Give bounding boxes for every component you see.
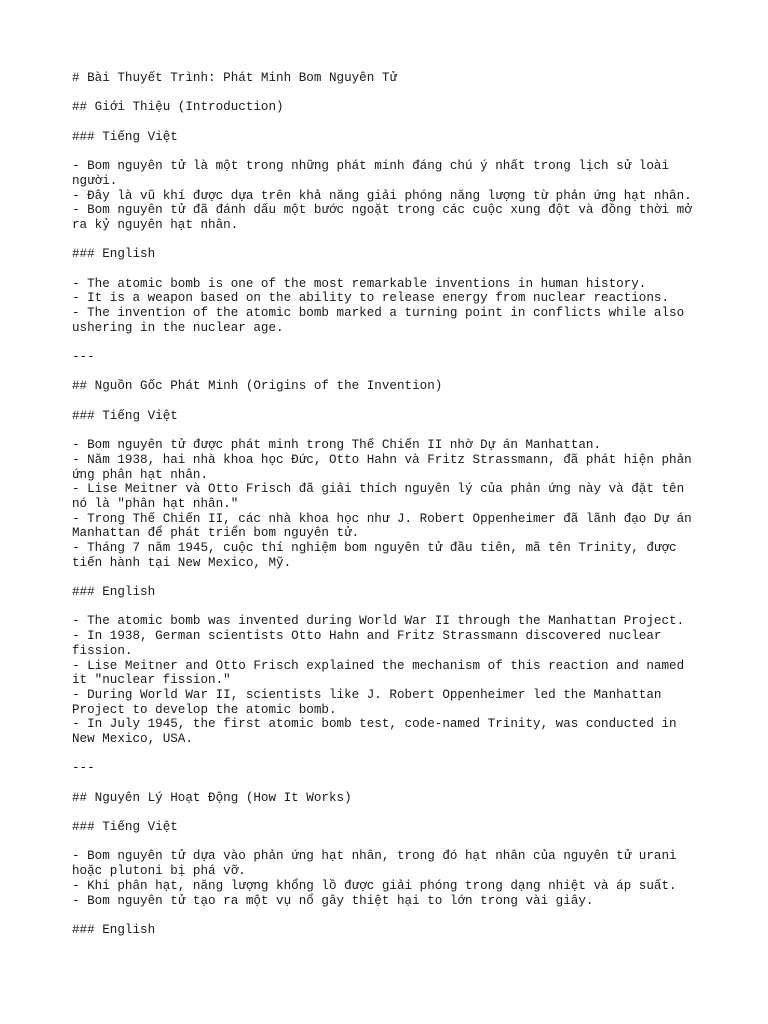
list-item: - Bom nguyên tử là một trong những phát minh đáng chú ý nhất trong lịch sử loài — [72, 159, 670, 174]
blank-line — [72, 908, 712, 923]
list-item: - Lise Meitner and Otto Frisch explained the mechanism of this reaction and named — [72, 658, 685, 673]
text-line: người. — [72, 173, 118, 188]
blank-line — [72, 144, 712, 159]
list-item: - It is a weapon based on the ability to release energy from nuclear reactions. — [72, 291, 670, 306]
blank-line — [72, 835, 712, 850]
blank-line — [72, 86, 712, 101]
blank-line — [72, 335, 712, 350]
list-item: - Bom nguyên tử được phát minh trong Thế Chiến II nhờ Dự án Manhattan. — [72, 438, 602, 453]
list-item: - Đây là vũ khí được dựa trên khả năng giải phóng năng lượng từ phản ứng hạt nhân. — [72, 188, 692, 203]
text-line: Manhattan để phát triển bom nguyên tử. — [72, 526, 360, 541]
text-line: ushering in the nuclear age. — [72, 320, 284, 335]
subsection-heading: ### English — [72, 922, 156, 937]
subsection-heading: ### Tiếng Việt — [72, 129, 178, 144]
section-heading: ## Nguồn Gốc Phát Minh (Origins of the Invention) — [72, 379, 443, 394]
list-item: - The invention of the atomic bomb marked a turning point in conflicts while also — [72, 306, 685, 320]
list-item: - During World War II, scientists like J. Robert Oppenheimer led the Manhattan — [72, 687, 662, 702]
list-item: - Bom nguyên tử đã đánh dấu một bước ngoặt trong các cuộc xung đột và đồng thời mở — [72, 203, 692, 218]
blank-line — [72, 394, 712, 409]
section-heading: ## Nguyên Lý Hoạt Động (How It Works) — [72, 790, 352, 805]
text-line: hoặc plutoni bị phá vỡ. — [72, 864, 246, 879]
list-item: - The atomic bomb was invented during World War II through the Manhattan Project. — [72, 614, 685, 629]
subsection-heading: ### English — [72, 247, 156, 262]
subsection-heading: ### English — [72, 585, 156, 600]
blank-line — [72, 570, 712, 585]
blank-line — [72, 262, 712, 277]
blank-line — [72, 233, 712, 248]
list-item: - In July 1945, the first atomic bomb test, code-named Trinity, was conducted in — [72, 717, 677, 732]
blank-line — [72, 115, 712, 130]
horizontal-rule: --- — [72, 761, 95, 776]
blank-line — [72, 776, 712, 791]
document-title: # Bài Thuyết Trình: Phát Minh Bom Nguyên Tử — [72, 71, 397, 85]
list-item: - Bom nguyên tử tạo ra một vụ nổ gây thiệt hại to lớn trong vài giây. — [72, 893, 594, 908]
subsection-heading: ### Tiếng Việt — [72, 408, 178, 423]
text-line: it "nuclear fission." — [72, 673, 231, 688]
text-line: fission. — [72, 643, 133, 658]
text-line: tiến hành tại New Mexico, Mỹ. — [72, 555, 292, 570]
blank-line — [72, 805, 712, 820]
list-item: - Khi phân hạt, năng lượng khổng lồ được giải phóng trong dạng nhiệt và áp suất. — [72, 878, 677, 893]
list-item: - Trong Thế Chiến II, các nhà khoa học như J. Robert Oppenheimer đã lãnh đạo Dự án — [72, 511, 692, 526]
list-item: - In 1938, German scientists Otto Hahn and Fritz Strassmann discovered nuclear — [72, 629, 662, 644]
list-item: - Bom nguyên tử dựa vào phản ứng hạt nhân, trong đó hạt nhân của nguyên tử urani — [72, 849, 677, 864]
list-item: - Tháng 7 năm 1945, cuộc thí nghiệm bom nguyên tử đầu tiên, mã tên Trinity, được — [72, 541, 677, 555]
list-item: - Lise Meitner và Otto Frisch đã giải thích nguyên lý của phản ứng này và đặt tên — [72, 482, 685, 497]
text-line: ứng phân hạt nhân. — [72, 467, 209, 482]
document-body — [72, 71, 712, 938]
blank-line — [72, 365, 712, 380]
list-item: - The atomic bomb is one of the most remarkable inventions in human history. — [72, 276, 647, 291]
blank-line — [72, 424, 712, 439]
text-line: Project to develop the atomic bomb. — [72, 702, 337, 717]
section-heading: ## Giới Thiệu (Introduction) — [72, 100, 284, 115]
text-line: New Mexico, USA. — [72, 731, 193, 746]
blank-line — [72, 600, 712, 615]
subsection-heading: ### Tiếng Việt — [72, 820, 178, 835]
list-item: - Năm 1938, hai nhà khoa học Đức, Otto Hahn và Fritz Strassmann, đã phát hiện phản — [72, 452, 692, 467]
text-line: ra kỷ nguyên hạt nhân. — [72, 217, 239, 232]
horizontal-rule: --- — [72, 350, 95, 365]
text-line: nó là "phân hạt nhân." — [72, 496, 239, 511]
blank-line — [72, 747, 712, 762]
